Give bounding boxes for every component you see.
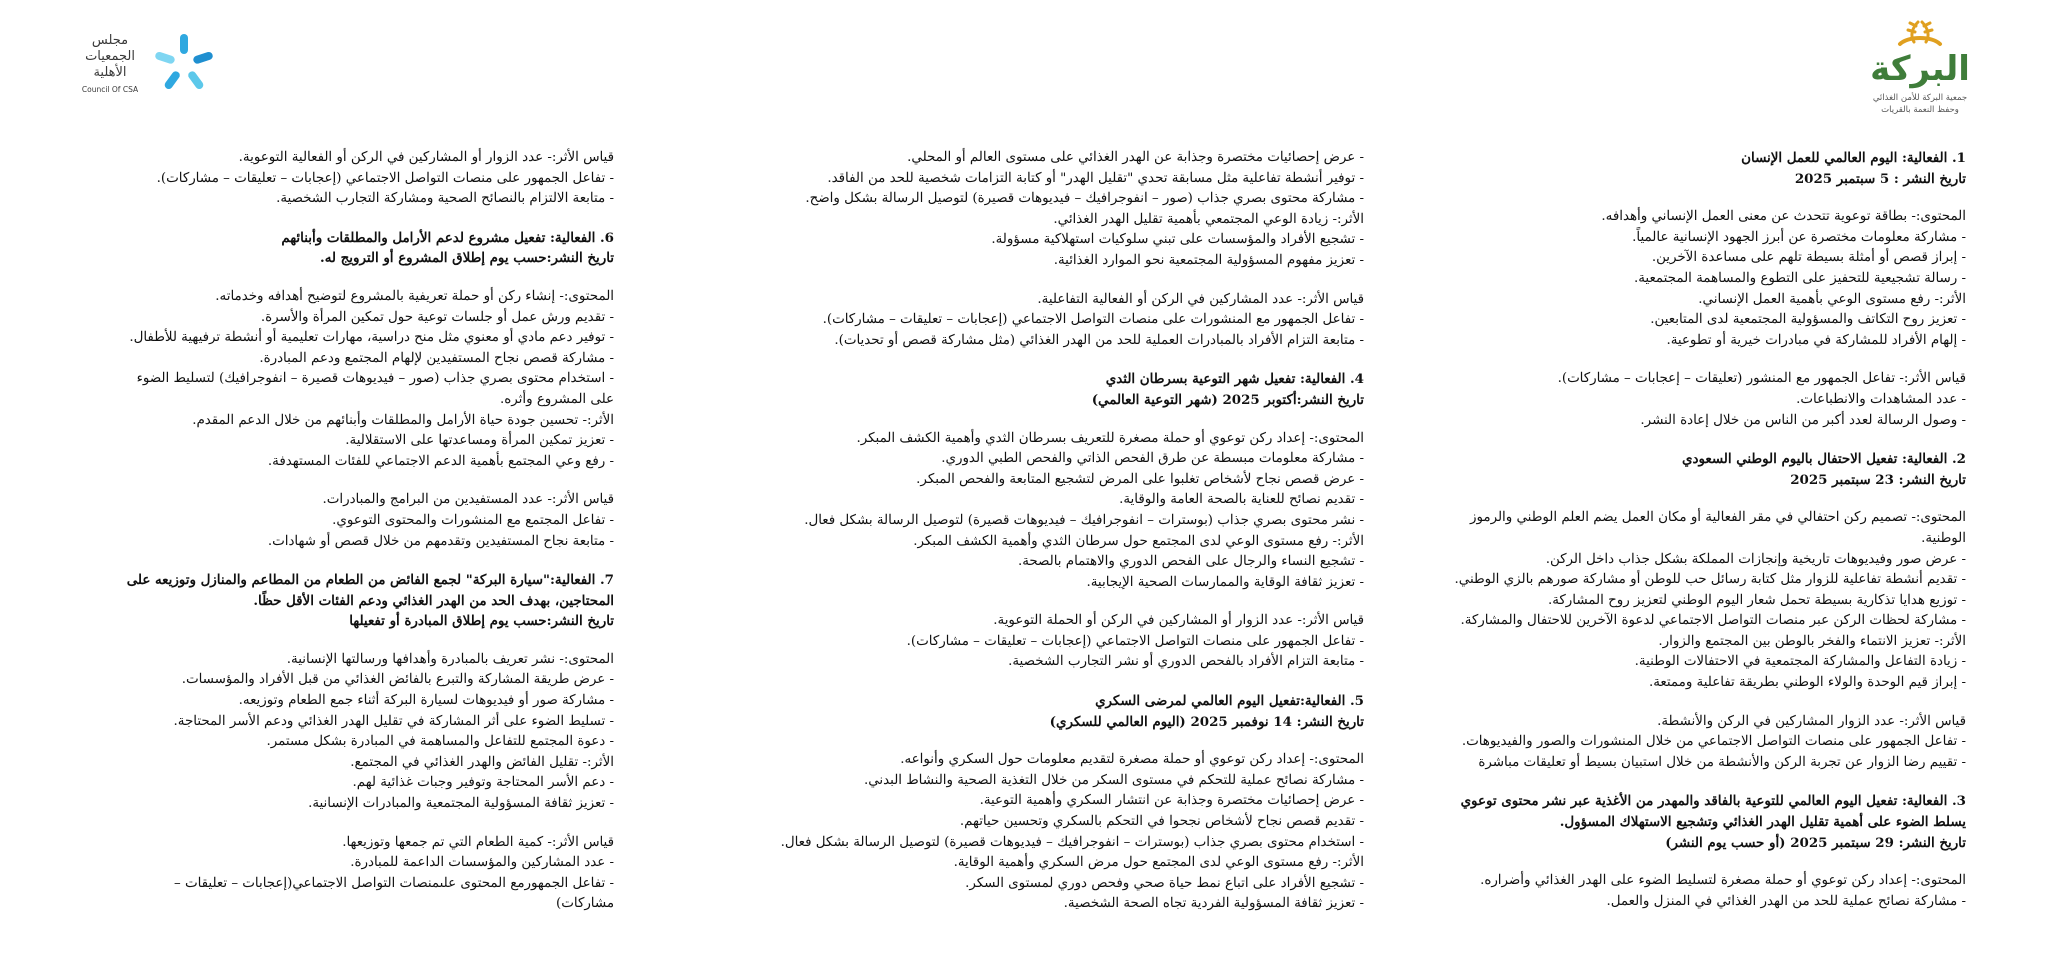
section-heading-line: تاريخ النشر: 29 سبتمبر 2025 (أو حسب يوم النشر) [1665, 834, 1966, 851]
text-line: - توفير أنشطة تفاعلية مثل مسابقة تحدي "تقليل الهدر" أو كتابة التزامات شخصية للحد من الفاقد. [827, 170, 1364, 186]
text-block [1446, 449, 1966, 490]
text-line: - وصول الرسالة لعدد أكبر من الناس من خلال إعادة النشر. [1640, 412, 1966, 428]
text-block [1446, 369, 1966, 431]
text-line: - رسالة تشجيعية للتحفيز على التطوع والمساهمة المجتمعية. [1633, 270, 1966, 286]
text-line: - تقديم نصائح للعناية بالصحة العامة والوقاية. [1119, 492, 1364, 508]
text-line: - تعزيز مفهوم المسؤولية المجتمعية نحو الموارد الغذائية. [1053, 252, 1364, 268]
baraka-logo-graphic [1860, 18, 1980, 122]
text-line: - تشجيع النساء والرجال على الفحص الدوري والاهتمام بالصحة. [1017, 554, 1364, 570]
section-heading-line: تاريخ النشر:أكتوبر 2025 (شهر التوعية العالمي) [1091, 391, 1364, 408]
text-line: - مشاركة نصائح عملية للتحكم في مستوى السكر من خلال التغذية الصحية والنشاط البدني. [863, 772, 1364, 788]
text-line: - عرض صور وفيديوهات تاريخية وإنجازات المملكة بشكل جذاب داخل الركن. [1545, 551, 1966, 567]
section-heading-line: 7. الفعالية:"سيارة البركة" لجمع الفائض من الطعام من المطاعم والمنازل وتوزيعه على [126, 572, 614, 589]
text-line: - تفاعل الجمهور على منصات التواصل الاجتماعي من خلال المنشورات والصور والفيديوهات. [1461, 734, 1966, 750]
text-line: - تشجيع الأفراد والمؤسسات على تبني سلوكيات استهلاكية مسؤولة. [991, 232, 1364, 248]
text-line: الأثر:- رفع مستوى الوعي لدى المجتمع حول سرطان الثدي وأهمية الكشف المبكر. [913, 533, 1364, 549]
text-line: قياس الأثر:- عدد الزوار أو المشاركين في الركن أو الفعالية التوعوية. [238, 150, 614, 165]
text-block [1446, 207, 1966, 351]
baraka-logo-name: البركة [1870, 49, 1970, 89]
text-line: المحتوى:- إعداد ركن توعوي أو حملة مصغرة لتسليط الضوء على الهدر الغذائي وأضراره. [1480, 873, 1966, 889]
text-line: المحتوى:- بطاقة توعوية تتحدث عن معنى العمل الإنساني وأهدافه. [1601, 209, 1966, 225]
council-line1: مجلس [91, 33, 129, 48]
text-line: قياس الأثر:- تفاعل الجمهور مع المنشور (تعليقات – إعجابات – مشاركات). [1557, 371, 1966, 387]
text-line: - مشاركة قصص نجاح المستفيدين لإلهام المجتمع ودعم المبادرة. [259, 350, 614, 366]
column-2 [724, 148, 1364, 933]
text-line: - تقييم رضا الزوار عن تجربة الركن والأنشطة من خلال استبيان بسيط أو تعليقات مباشرة [1478, 754, 1966, 770]
section-heading-line: تاريخ النشر: 14 نوفمبر 2025 (اليوم العالمي للسكري) [1049, 713, 1364, 730]
text-block [66, 287, 614, 472]
section-heading-line: 5. الفعالية:تفعيل اليوم العالمي لمرضى السكري [1095, 693, 1364, 710]
text-block [724, 148, 1364, 272]
section-heading-line: المحتاجين، بهدف الحد من الهدر الغذائي ودعم الفئات الأقل حظًا. [253, 592, 614, 609]
section-heading-line: 4. الفعالية: تفعيل شهر التوعية بسرطان الثدي [1105, 371, 1364, 388]
text-line: - عرض إحصائيات مختصرة وجذابة عن الهدر الغذائي على مستوى العالم أو المحلي. [907, 150, 1364, 165]
baraka-logo [1860, 18, 1980, 126]
text-line: قياس الأثر:- عدد المستفيدين من البرامج والمبادرات. [322, 492, 614, 508]
text-line: قياس الأثر:- عدد الزوار المشاركين في الركن والأنشطة. [1657, 713, 1966, 729]
text-block [1446, 508, 1966, 693]
text-line: المحتوى:- إعداد ركن توعوي أو حملة مصغرة للتعريف بسرطان الثدي وأهمية الكشف المبكر. [856, 430, 1364, 446]
text-line: - تعزيز ثقافة المسؤولية الفردية تجاه الصحة الشخصية. [1063, 896, 1364, 912]
text-block [66, 148, 614, 210]
text-line: - مشاركة لحظات الركن عبر منصات التواصل الاجتماعي لدعوة الآخرين للاحتفال والمشاركة. [1460, 613, 1966, 629]
text-line: - عرض طريقة المشاركة والتبرع بالفائض الغذائي من قبل الأفراد والمؤسسات. [181, 672, 614, 688]
wheat-arc-icon [1900, 38, 1940, 44]
text-line: المحتوى:- نشر تعريف بالمبادرة وأهدافها ورسالتها الإنسانية. [286, 651, 614, 667]
section-heading-line: تاريخ النشر: 23 سبتمبر 2025 [1790, 471, 1966, 488]
column-3 [66, 148, 614, 933]
text-line: - إبراز قصص أو أمثلة بسيطة تلهم على مساعدة الآخرين. [1651, 250, 1966, 266]
text-line: - مشاركة نصائح عملية للحد من الهدر الغذائي في المنزل والعمل. [1606, 893, 1966, 909]
text-line: - زيادة التفاعل والمشاركة المجتمعية في الاحتفالات الوطنية. [1634, 654, 1966, 670]
text-line: - مشاركة معلومات مختصرة عن أبرز الجهود الإنسانية عالمياً. [1632, 229, 1966, 245]
section-heading-line: تاريخ النشر:حسب يوم إطلاق المبادرة أو تفعيلها [349, 613, 614, 630]
text-line: - متابعة التزام الأفراد بالمبادرات العملية للحد من الهدر الغذائي (مثل مشاركة قصص أو تحديات). [834, 332, 1364, 348]
text-block [66, 228, 614, 269]
text-block [1446, 712, 1966, 774]
text-line: الأثر:- زيادة الوعي المجتمعي بأهمية تقليل الهدر الغذائي. [1053, 211, 1364, 227]
text-line: - متابعة نجاح المستفيدين وتقدمهم من خلال قصص أو شهادات. [267, 533, 614, 549]
section-heading-line: 6. الفعالية: تفعيل مشروع لدعم الأرامل والمطلقات وأبنائهم [281, 229, 614, 246]
text-line: - متابعة الالتزام بالنصائح الصحية ومشاركة التجارب الشخصية. [276, 191, 614, 207]
section-heading-line: تاريخ النشر : 5 سبتمبر 2025 [1794, 170, 1966, 187]
text-block [724, 611, 1364, 673]
text-block [724, 369, 1364, 410]
council-latin: Council Of CSA [81, 85, 139, 94]
text-line: الأثر:- تقليل الفائض والهدر الغذائي في المجتمع. [350, 754, 614, 770]
text-line: - دعم الأسر المحتاجة وتوفير وجبات غذائية لهم. [352, 775, 614, 791]
section-heading-line: يسلط الضوء على أهمية تقليل الهدر الغذائي وتشجيع الاستهلاك المسؤول. [1559, 814, 1966, 831]
baraka-logo-sub1: جمعية البركة للأمن الغذائي [1872, 93, 1968, 103]
text-line: - عرض إحصائيات مختصرة وجذابة عن انتشار السكري وأهمية التوعية. [979, 793, 1364, 809]
text-line: مشاركات) [556, 896, 614, 912]
text-line: - تقديم أنشطة تفاعلية للزوار مثل كتابة رسائل حب للوطن أو مشاركة صورهم بالزي الوطني. [1454, 572, 1966, 588]
column-1 [1446, 148, 1966, 930]
text-line: - عدد المشاهدات والانطباعات. [1796, 391, 1966, 407]
text-line: على المشروع وأثره. [499, 391, 614, 407]
text-line: قياس الأثر:- كمية الطعام التي تم جمعها وتوزيعها. [342, 834, 614, 850]
text-line: الأثر:- تحسين جودة حياة الأرامل والمطلقات وأبنائهم من خلال الدعم المقدم. [192, 412, 614, 428]
section-heading-line: 2. الفعالية: تفعيل الاحتفال باليوم الوطني السعودي [1682, 451, 1966, 468]
text-block [66, 833, 614, 915]
text-block [66, 650, 614, 815]
text-line: - مشاركة معلومات مبسطة عن طرق الفحص الذاتي والفحص الطبي الدوري. [941, 451, 1364, 467]
text-block [1446, 148, 1966, 189]
text-line: - مشاركة صور أو فيديوهات لسيارة البركة أثناء جمع الطعام وتوزيعه. [238, 693, 614, 709]
text-line: - استخدام محتوى بصري جذاب (صور – فيديوهات قصيرة – انفوجرافيك) لتسليط الضوء [136, 371, 614, 387]
text-line: - عرض قصص نجاح لأشخاص تغلبوا على المرض لتشجيع المتابعة والفحص المبكر. [916, 471, 1364, 487]
section-heading-line: 1. الفعالية: اليوم العالمي للعمل الإنسان [1741, 150, 1966, 166]
text-line: - إبراز قيم الوحدة والولاء الوطني بطريقة تفاعلية وممتعة. [1648, 675, 1966, 691]
text-line: - نشر محتوى بصري جذاب (بوسترات – انفوجرافيك – فيديوهات قصيرة) لتوصيل الرسالة بشكل فعال. [804, 512, 1364, 528]
council-logo-graphic [66, 26, 226, 106]
text-line: - عدد المشاركين والمؤسسات الداعمة للمبادرة. [350, 855, 614, 871]
text-line: - تفاعل الجمهور على منصات التواصل الاجتماعي (إعجابات – تعليقات – مشاركات). [906, 633, 1364, 649]
text-block [1446, 791, 1966, 853]
text-line: المحتوى:- تصميم ركن احتفالي في مقر الفعالية أو مكان العمل يضم العلم الوطني والرموز الوطنية. [1470, 510, 1966, 546]
text-line: - تفاعل الجمهور على منصات التواصل الاجتماعي (إعجابات – تعليقات – مشاركات). [156, 170, 614, 186]
text-block [66, 570, 614, 632]
section-heading-line: 3. الفعالية: تفعيل اليوم العالمي للتوعية بالفاقد والمهدر من الأغذية عبر نشر محتوى توعوي [1460, 793, 1966, 810]
text-line: قياس الأثر:- عدد الزوار أو المشاركين في الركن أو الحملة التوعوية. [993, 613, 1364, 629]
text-line: - تسليط الضوء على أثر المشاركة في تقليل الهدر الغذائي ودعم الأسر المحتاجة. [173, 713, 614, 729]
text-line: - تفاعل الجمهورمع المحتوى علىمنصات التواصل الاجتماعي(إعجابات – تعليقات – [174, 875, 614, 891]
text-line: - إلهام الأفراد للمشاركة في مبادرات خيرية أو تطوعية. [1666, 332, 1966, 348]
text-line: - تفاعل المجتمع مع المنشورات والمحتوى التوعوي. [332, 512, 614, 528]
text-block [724, 290, 1364, 352]
section-heading-line: تاريخ النشر:حسب يوم إطلاق المشروع أو الترويج له. [320, 250, 614, 267]
text-block [724, 750, 1364, 915]
text-line: - تعزيز روح التكاتف والمسؤولية المجتمعية لدى المتابعين. [1650, 312, 1966, 328]
text-line: المحتوى:- إنشاء ركن أو حملة تعريفية بالمشروع لتوضيح أهدافه وخدماته. [215, 288, 614, 304]
text-line: - تعزيز ثقافة المسؤولية المجتمعية والمبادرات الإنسانية. [308, 796, 614, 812]
text-line: - توفير دعم مادي أو معنوي مثل منح دراسية، مهارات تعليمية أو أنشطة ترفيهية للأطفال. [129, 330, 614, 346]
text-line: - تقديم ورش عمل أو جلسات توعية حول تمكين المرأة والأسرة. [260, 309, 614, 325]
text-line: - رفع وعي المجتمع بأهمية الدعم الاجتماعي للفئات المستهدفة. [267, 453, 614, 469]
text-line: - متابعة التزام الأفراد بالفحص الدوري أو نشر التجارب الشخصية. [1008, 654, 1364, 670]
text-line: - تفاعل الجمهور مع المنشورات على منصات التواصل الاجتماعي (إعجابات – تعليقات – مشاركات). [822, 312, 1364, 328]
text-line: - تعزيز تمكين المرأة ومساعدتها على الاستقلالية. [345, 433, 614, 449]
text-line: الأثر:- تعزيز الانتماء والفخر بالوطن بين المجتمع والزوار. [1658, 633, 1966, 649]
baraka-logo-sub2: وحفظ النعمة بالقريات [1881, 105, 1959, 115]
text-line: قياس الأثر:- عدد المشاركين في الركن أو الفعالية التفاعلية. [1037, 291, 1364, 307]
text-line: - تقديم قصص نجاح لأشخاص نجحوا في التحكم بالسكري وتحسين حياتهم. [959, 814, 1364, 830]
text-line: الأثر:- رفع مستوى الوعي لدى المجتمع حول مرض السكري وأهمية الوقاية. [953, 855, 1364, 871]
text-block [66, 490, 614, 552]
text-line: المحتوى:- إعداد ركن توعوي أو حملة مصغرة لتقديم معلومات حول السكري وأنواعه. [900, 752, 1364, 768]
text-line: - تعزيز ثقافة الوقاية والممارسات الصحية الإيجابية. [1086, 574, 1364, 590]
council-star-icon [154, 34, 214, 91]
text-block [724, 429, 1364, 594]
text-block [724, 691, 1364, 732]
council-line3: الأهلية [93, 65, 127, 80]
text-line: - توزيع هدايا تذكارية بسيطة تحمل شعار اليوم الوطني لتعزيز روح المشاركة. [1548, 592, 1966, 608]
text-line: الأثر:- رفع مستوى الوعي بأهمية العمل الإنساني. [1698, 291, 1966, 307]
text-block [1446, 871, 1966, 912]
text-line: - تشجيع الأفراد على اتباع نمط حياة صحي وفحص دوري لمستوى السكر. [965, 875, 1364, 891]
council-line2: الجمعيات [85, 49, 135, 64]
council-logo [66, 26, 226, 106]
text-line: - استخدام محتوى بصري جذاب (بوسترات – انفوجرافيك – فيديوهات قصيرة) لتوصيل الرسالة بشكل فعال. [780, 834, 1364, 850]
text-line: - مشاركة محتوى بصري جذاب (صور – انفوجرافيك – فيديوهات قصيرة) لتوصيل الرسالة بشكل واضح. [805, 191, 1364, 207]
text-line: - دعوة المجتمع للتفاعل والمساهمة في المبادرة بشكل مستمر. [266, 734, 614, 750]
